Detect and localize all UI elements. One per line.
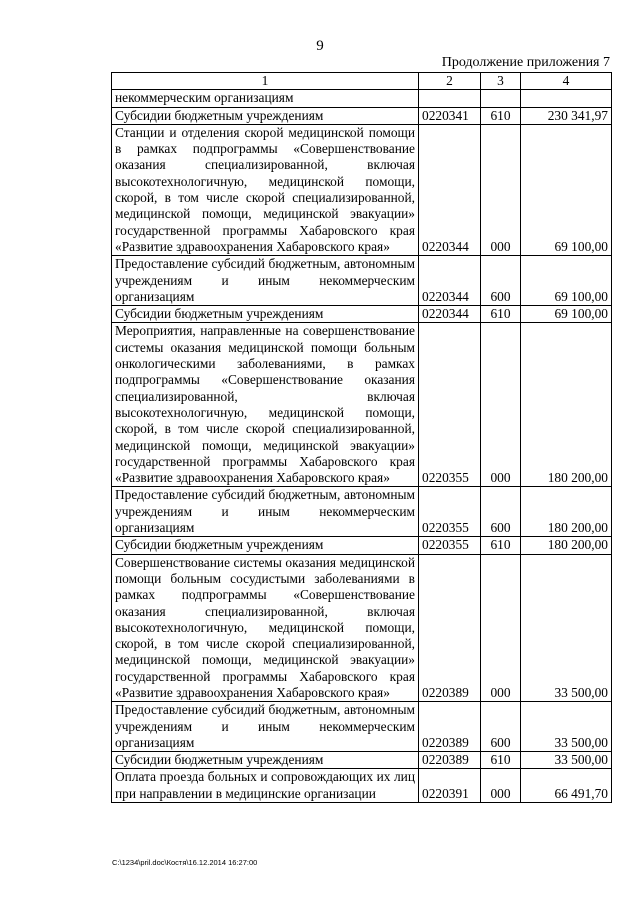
table-row [112, 306, 612, 323]
continuation-label: Продолжение приложения 7 [441, 55, 610, 70]
table-row [112, 752, 612, 769]
table-row [112, 769, 612, 803]
page-number: 9 [316, 38, 324, 54]
row-description: Предоставление субсидий бюджетным, автономным учреждениям и иным некоммерческим организациям [112, 256, 419, 306]
row-amount: 230 341,97 [521, 107, 612, 124]
row-expense-type: 610 [481, 537, 521, 554]
row-amount: 180 200,00 [521, 487, 612, 537]
row-amount: 69 100,00 [521, 256, 612, 306]
header-col-4: 4 [521, 73, 612, 90]
row-target-code: 0220391 [419, 769, 481, 803]
row-expense-type: 610 [481, 752, 521, 769]
table-row [112, 702, 612, 752]
row-target-code: 0220344 [419, 306, 481, 323]
row-amount: 180 200,00 [521, 323, 612, 487]
budget-table [111, 72, 612, 803]
row-amount [521, 90, 612, 107]
header-col-1: 1 [112, 73, 419, 90]
row-description: Совершенствование системы оказания медицинской помощи больным сосудистыми заболеваниями в рамках подпрограммы «Совершенствование оказания специализированной, включая высокотехнологичную, медицинской помощи, скорой, в том числе скорой специализированной, медицинской помощи, медицинской эвакуации» государственной программы Хабаровского края «Развитие здравоохранения Хабаровского края» [112, 554, 419, 702]
row-target-code: 0220344 [419, 256, 481, 306]
row-amount: 33 500,00 [521, 702, 612, 752]
row-expense-type: 600 [481, 256, 521, 306]
table-row [112, 90, 612, 107]
row-target-code: 0220389 [419, 752, 481, 769]
row-expense-type: 000 [481, 124, 521, 255]
row-expense-type: 610 [481, 107, 521, 124]
row-expense-type: 610 [481, 306, 521, 323]
row-description: Оплата проезда больных и сопровождающих их лиц при направлении в медицинские организации [112, 769, 419, 803]
table-row [112, 124, 612, 255]
table-row [112, 554, 612, 702]
row-target-code: 0220344 [419, 124, 481, 255]
row-amount: 33 500,00 [521, 752, 612, 769]
table-header-row [112, 73, 612, 90]
row-amount: 69 100,00 [521, 306, 612, 323]
row-description: Предоставление субсидий бюджетным, автономным учреждениям и иным некоммерческим организациям [112, 487, 419, 537]
table-row [112, 487, 612, 537]
row-description: Предоставление субсидий бюджетным, автономным учреждениям и иным некоммерческим организациям [112, 702, 419, 752]
table-row [112, 256, 612, 306]
document-footer-path: C:\1234\pril.doc\Костя\16.12.2014 16:27:00 [112, 858, 258, 867]
row-target-code: 0220341 [419, 107, 481, 124]
row-description: Субсидии бюджетным учреждениям [112, 107, 419, 124]
row-amount: 69 100,00 [521, 124, 612, 255]
row-target-code [419, 90, 481, 107]
row-expense-type [481, 90, 521, 107]
row-target-code: 0220389 [419, 702, 481, 752]
row-target-code: 0220355 [419, 487, 481, 537]
table-row [112, 323, 612, 487]
row-target-code: 0220389 [419, 554, 481, 702]
row-description: Субсидии бюджетным учреждениям [112, 752, 419, 769]
row-target-code: 0220355 [419, 537, 481, 554]
row-description: Субсидии бюджетным учреждениям [112, 537, 419, 554]
row-expense-type: 000 [481, 769, 521, 803]
row-expense-type: 000 [481, 554, 521, 702]
table-row [112, 537, 612, 554]
header-col-2: 2 [419, 73, 481, 90]
row-expense-type: 600 [481, 702, 521, 752]
header-col-3: 3 [481, 73, 521, 90]
row-description: некоммерческим организациям [112, 90, 419, 107]
row-description: Мероприятия, направленные на совершенствование системы оказания медицинской помощи больным онкологическими заболеваниями, в рамках подпрограммы «Совершенствование оказания специализированной, включая высокотехнологичную, медицинской помощи, скорой, в том числе скорой специализированной, медицинской помощи, медицинской эвакуации» государственной программы Хабаровского края «Развитие здравоохранения Хабаровского края» [112, 323, 419, 487]
row-target-code: 0220355 [419, 323, 481, 487]
row-amount: 33 500,00 [521, 554, 612, 702]
row-amount: 66 491,70 [521, 769, 612, 803]
table-row [112, 107, 612, 124]
row-description: Субсидии бюджетным учреждениям [112, 306, 419, 323]
row-expense-type: 600 [481, 487, 521, 537]
row-expense-type: 000 [481, 323, 521, 487]
row-description: Станции и отделения скорой медицинской помощи в рамках подпрограммы «Совершенствование оказания специализированной, включая высокотехнологичную, медицинской помощи, скорой, в том числе скорой специализированной, медицинской помощи, медицинской эвакуации» государственной программы Хабаровского края «Развитие здравоохранения Хабаровского края» [112, 124, 419, 255]
row-amount: 180 200,00 [521, 537, 612, 554]
